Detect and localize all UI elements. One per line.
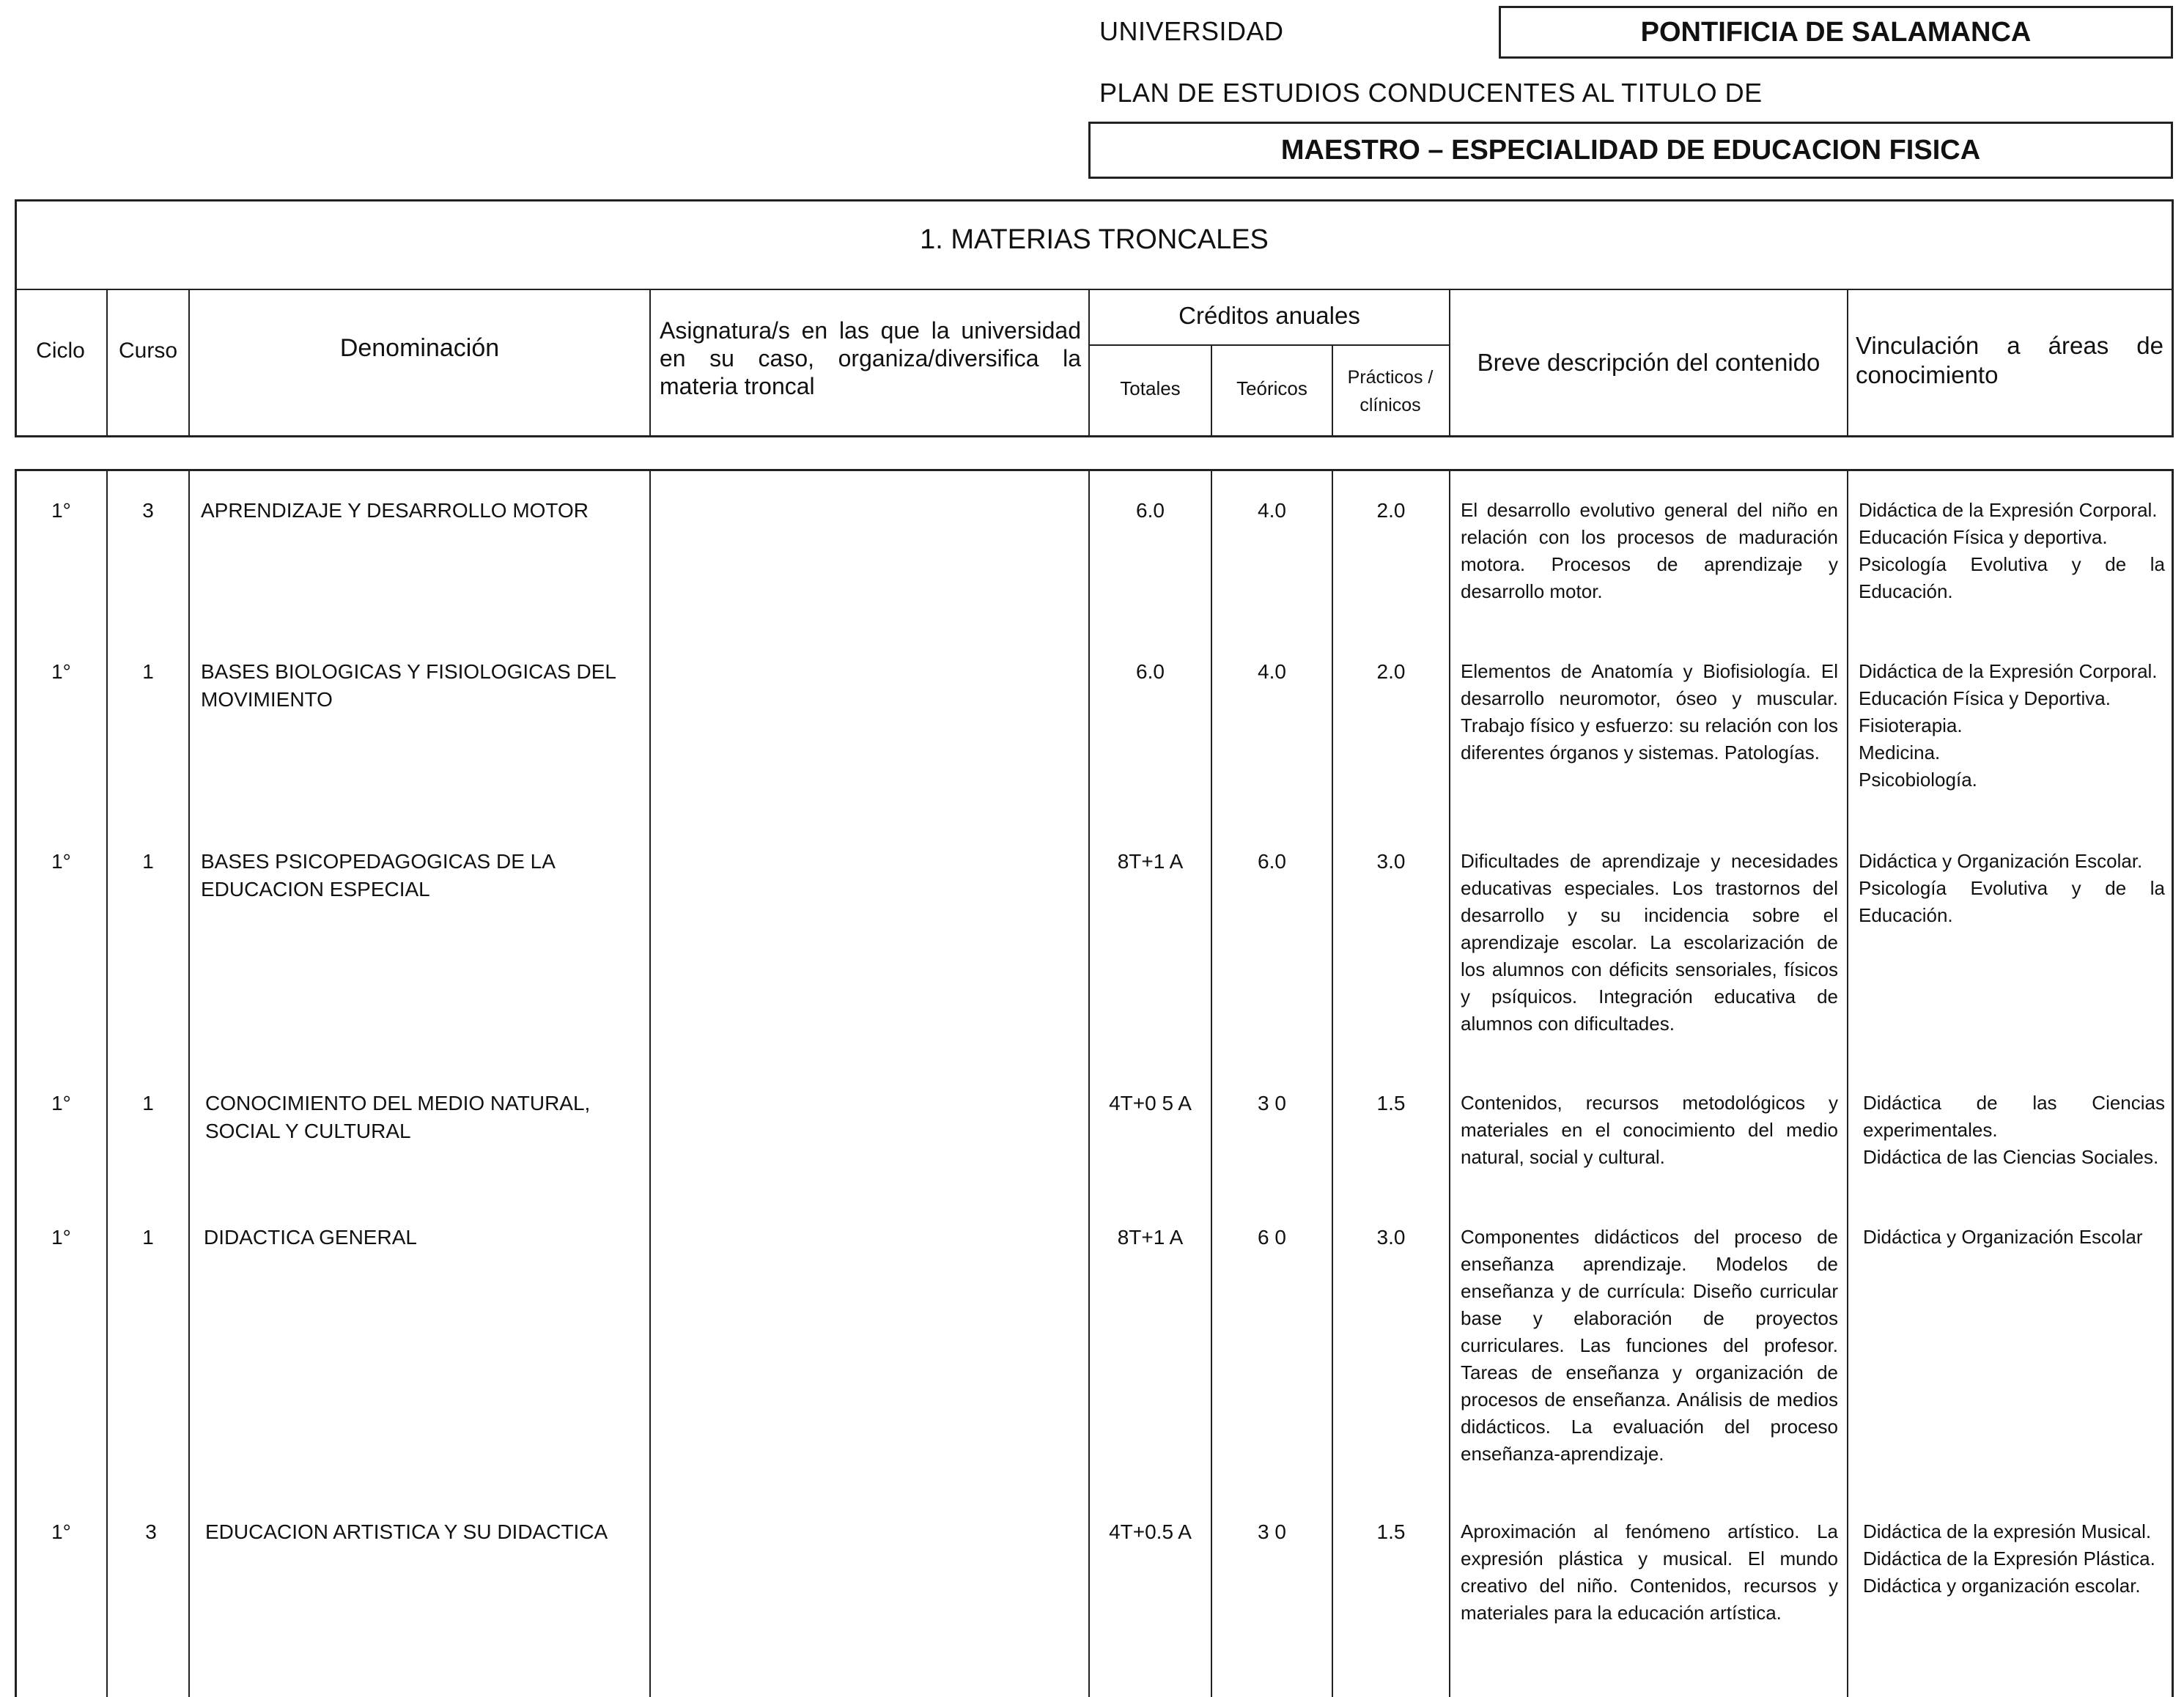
cell-curso: 3 bbox=[142, 499, 154, 522]
cell-curso: 1 bbox=[142, 660, 154, 683]
cell-vinculacion: Didáctica de las Ciencias experimentales. Didáctica de las Ciencias Sociales. bbox=[1863, 1092, 2165, 1168]
col-header-asignaturas: Asignatura/s en las que la universidad en su caso, organiza/diversifica la materia troncal bbox=[660, 317, 1081, 399]
cell-totales: 8T+1 A bbox=[1117, 850, 1184, 873]
body-col-sep bbox=[1088, 469, 1090, 1697]
table-header-bottom-border bbox=[15, 435, 2174, 437]
col-sep bbox=[1332, 344, 1333, 435]
body-col-sep bbox=[1847, 469, 1848, 1697]
col-header-creditos: Créditos anuales bbox=[1178, 302, 1360, 329]
cell-denominacion: CONOCIMIENTO DEL MEDIO NATURAL, SOCIAL Y CULTURAL bbox=[205, 1092, 591, 1142]
cell-descripcion: Aproximación al fenómeno artístico. La expresión plástica y musical. El mundo creativo del niño. Contenidos, recursos y materiales para la educación artística. bbox=[1461, 1520, 1838, 1624]
body-col-sep bbox=[1332, 469, 1333, 1697]
cell-teoricos: 6.0 bbox=[1258, 850, 1286, 873]
cell-denominacion: APRENDIZAJE Y DESARROLLO MOTOR bbox=[201, 499, 589, 522]
body-col-sep bbox=[649, 469, 651, 1697]
cell-vinculacion: Didáctica y Organización Escolar bbox=[1863, 1226, 2143, 1248]
col-header-teoricos: Teóricos bbox=[1236, 377, 1307, 399]
cell-vinculacion: Didáctica de la expresión Musical. Didáctica de la Expresión Plástica. Didáctica y organización escolar. bbox=[1863, 1520, 2155, 1597]
cell-descripcion: Elementos de Anatomía y Biofisiología. El desarrollo neuromotor, óseo y muscular. Trabajo físico y esfuerzo: su relación con los diferentes órganos y sistemas. Patologías. bbox=[1461, 660, 1838, 764]
body-col-sep bbox=[15, 469, 17, 1697]
cell-curso: 1 bbox=[142, 1226, 154, 1249]
cell-practicos: 1.5 bbox=[1376, 1092, 1406, 1114]
cell-descripcion: Componentes didácticos del proceso de enseñanza aprendizaje. Modelos de enseñanza y de currícula: Diseño curricular base y elaboración de proyectos curriculares. Las funciones del profesor. Tareas de enseñanza y organización de procesos de enseñanza. Análisis de medios didácticos. La evaluación del proceso enseñanza-aprendizaje. bbox=[1461, 1226, 1838, 1465]
cell-teoricos: 4.0 bbox=[1258, 660, 1286, 683]
cell-practicos: 2.0 bbox=[1376, 499, 1406, 522]
cell-ciclo: 1° bbox=[51, 850, 71, 873]
plan-label: PLAN DE ESTUDIOS CONDUCENTES AL TITULO DE bbox=[1099, 78, 1763, 108]
cell-practicos: 1.5 bbox=[1376, 1520, 1406, 1543]
cell-practicos: 3.0 bbox=[1376, 850, 1406, 873]
col-header-curso: Curso bbox=[118, 339, 178, 363]
cell-vinculacion: Didáctica y Organización Escolar. Psicología Evolutiva y de la Educación. bbox=[1859, 850, 2165, 926]
universidad-value: PONTIFICIA DE SALAMANCA bbox=[1640, 16, 2032, 48]
cell-denominacion: BASES BIOLOGICAS Y FISIOLOGICAS DEL MOVIMIENTO bbox=[201, 660, 616, 711]
col-sep bbox=[649, 289, 651, 435]
creditos-divider bbox=[1088, 344, 1449, 346]
table-body-top-border bbox=[15, 469, 2174, 471]
cell-curso: 1 bbox=[142, 1092, 154, 1114]
body-col-sep bbox=[1449, 469, 1450, 1697]
cell-vinculacion: Didáctica de la Expresión Corporal. Educación Física y Deportiva. Fisioterapia. Medicina. Psicobiología. bbox=[1859, 660, 2158, 791]
table-header-top-border bbox=[15, 199, 2174, 202]
cell-practicos: 3.0 bbox=[1376, 1226, 1406, 1249]
col-header-ciclo: Ciclo bbox=[36, 339, 85, 363]
section-title: 1. MATERIAS TRONCALES bbox=[920, 224, 1269, 255]
cell-ciclo: 1° bbox=[51, 1226, 71, 1249]
cell-ciclo: 1° bbox=[51, 660, 71, 683]
col-sep bbox=[1847, 289, 1848, 435]
cell-practicos: 2.0 bbox=[1376, 660, 1406, 683]
cell-curso: 3 bbox=[145, 1520, 157, 1543]
cell-totales: 6.0 bbox=[1136, 499, 1165, 522]
cell-totales: 8T+1 A bbox=[1117, 1226, 1184, 1249]
cell-denominacion: DIDACTICA GENERAL bbox=[204, 1226, 417, 1249]
cell-totales: 4T+0.5 A bbox=[1109, 1520, 1192, 1543]
cell-curso: 1 bbox=[142, 850, 154, 873]
cell-vinculacion: Didáctica de la Expresión Corporal. Educación Física y deportiva. Psicología Evolutiva y de la Educación. bbox=[1859, 499, 2165, 602]
cell-totales: 6.0 bbox=[1136, 660, 1165, 683]
cell-ciclo: 1° bbox=[51, 499, 71, 522]
cell-descripcion: Dificultades de aprendizaje y necesidades educativas especiales. Los trastornos del desarrollo y su incidencia sobre el aprendizaje escolar. La escolarización de los alumnos con déficits sensoriales, físicos y psíquicos. Integración educativa de alumnos con dificultades. bbox=[1461, 850, 1838, 1035]
col-header-denominacion: Denominación bbox=[339, 334, 500, 362]
cell-totales: 4T+0 5 A bbox=[1109, 1092, 1192, 1114]
cell-teoricos: 4.0 bbox=[1258, 499, 1286, 522]
cell-teoricos: 6 0 bbox=[1258, 1226, 1286, 1249]
body-col-sep bbox=[2172, 469, 2174, 1697]
col-header-practicos: Prácticos / clínicos bbox=[1347, 367, 1434, 415]
col-header-descripcion: Breve descripción del contenido bbox=[1477, 349, 1820, 376]
universidad-label: UNIVERSIDAD bbox=[1099, 16, 1284, 46]
cell-descripcion: El desarrollo evolutivo general del niño en relación con los procesos de maduración motora. Procesos de aprendizaje y desarrollo motor. bbox=[1461, 499, 1838, 602]
cell-ciclo: 1° bbox=[51, 1092, 71, 1114]
titulo-value-box bbox=[1088, 122, 2173, 179]
universidad-value-box bbox=[1499, 6, 2173, 59]
cell-denominacion: EDUCACION ARTISTICA Y SU DIDACTICA bbox=[205, 1520, 608, 1543]
col-header-vinculacion: Vinculación a áreas de conocimiento bbox=[1856, 332, 2163, 388]
section-title-divider bbox=[15, 289, 2174, 290]
col-header-totales: Totales bbox=[1120, 377, 1181, 399]
titulo-value: MAESTRO – ESPECIALIDAD DE EDUCACION FISICA bbox=[1280, 134, 1981, 166]
cell-teoricos: 3 0 bbox=[1258, 1092, 1286, 1114]
body-col-sep bbox=[106, 469, 108, 1697]
cell-teoricos: 3 0 bbox=[1258, 1520, 1286, 1543]
body-col-sep bbox=[1211, 469, 1212, 1697]
cell-ciclo: 1° bbox=[51, 1520, 71, 1543]
cell-denominacion: BASES PSICOPEDAGOGICAS DE LA EDUCACION ESPECIAL bbox=[201, 850, 555, 901]
body-col-sep bbox=[188, 469, 190, 1697]
cell-descripcion: Contenidos, recursos metodológicos y materiales en el conocimiento del medio natural, social y cultural. bbox=[1461, 1092, 1838, 1168]
